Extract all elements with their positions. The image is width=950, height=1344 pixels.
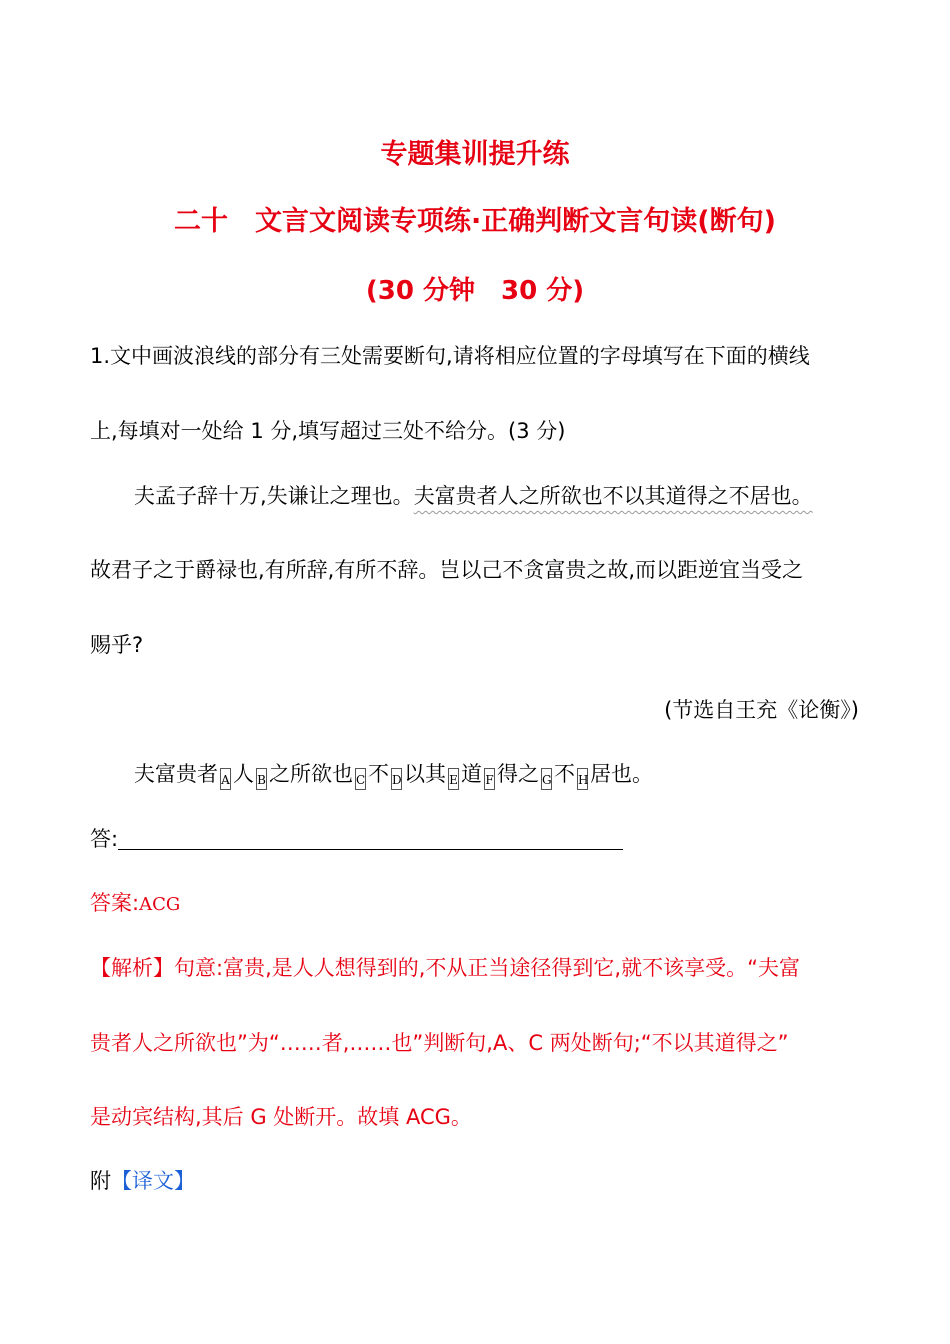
marker-box-c: C [355,768,366,790]
segment: 得之 [497,762,539,786]
answer-label: 答: [90,827,119,851]
marker-box-h: H [577,768,588,790]
answer-key-value: ACG [139,894,181,915]
answer-blank-line[interactable] [118,827,623,850]
appendix-row [90,1166,195,1196]
segment: 不 [554,762,575,786]
analysis-line-3: 是动宾结构,其后 G 处断开。故填 ACG。 [90,1105,472,1129]
answer-key [90,888,180,920]
source-citation: (节选自王充《论衡》) [664,698,859,722]
translation-link[interactable]: 【译文】 [111,1169,195,1193]
marker-box-d: D [391,768,402,790]
main-title: 专题集训提升练 [380,139,570,170]
segment: 居也。 [590,762,653,786]
marker-box-a: A [220,768,231,790]
marker-box-g: G [541,768,552,790]
analysis-line-1: 【解析】句意:富贵,是人人想得到的,不从正当途径得到它,就不该享受。“夫富 [90,956,800,980]
wavy-underlined-sentence: 夫富贵者人之所欲也不以其道得之不居也。 [413,484,813,508]
analysis-line-2: 贵者人之所欲也”为“……者,……也”判断句,A、C 两处断句;“不以其道得之” [90,1031,789,1055]
answer-row [90,824,623,854]
passage-line-2: 故君子之于爵禄也,有所辞,有所不辞。岂以己不贪富贵之故,而以距逆宜当受之 [90,558,804,582]
segment: 之所欲也 [269,762,353,786]
segment: 以其 [404,762,446,786]
marker-box-b: B [256,768,267,790]
segmented-sentence [134,759,653,790]
segment: 不 [368,762,389,786]
time-score: (30 分钟 30 分) [365,276,585,306]
passage-line-3: 赐乎? [90,633,144,657]
answer-key-label: 答案: [90,891,140,915]
segment: 人 [233,762,254,786]
sub-title: 二十 文言文阅读专项练·正确判断文言句读(断句) [174,206,776,237]
appendix-prefix: 附 [90,1169,111,1193]
question-line-2: 上,每填对一处给 1 分,填写超过三处不给分。(3 分) [90,419,566,443]
segment: 夫富贵者 [134,762,218,786]
marker-box-e: E [448,768,459,790]
marker-box-f: F [484,768,495,790]
segment: 道 [461,762,482,786]
passage-plain: 夫孟子辞十万,失谦让之理也。 [134,484,414,508]
question-line-1: 1.文中画波浪线的部分有三处需要断句,请将相应位置的字母填写在下面的横线 [90,344,810,368]
passage-line-1 [134,481,813,511]
